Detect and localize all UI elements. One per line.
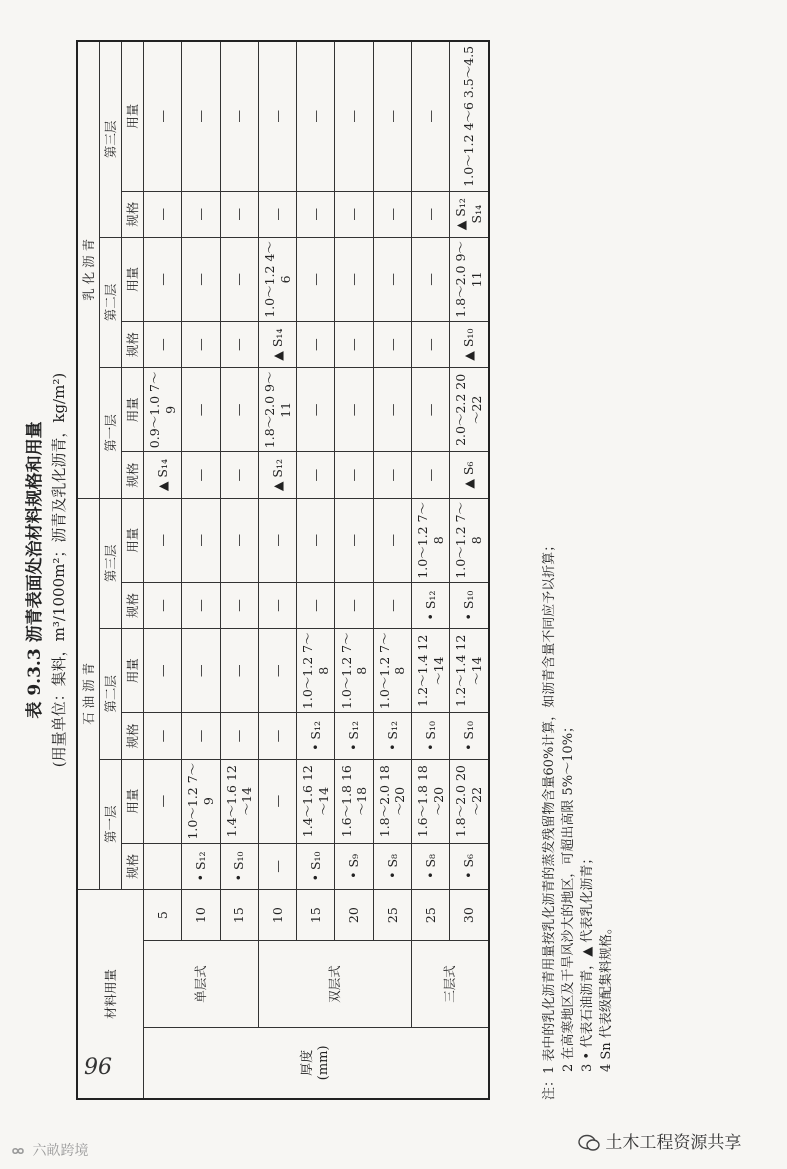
petroleum-layer1-spec: • S₆: [450, 843, 489, 889]
table-title: 表 9.3.3 沥青表面处治材料规格和用量: [25, 421, 45, 719]
emulsion-layer3-spec: —: [297, 191, 335, 237]
petroleum-layer3-spec: —: [297, 582, 335, 628]
emulsion-layer2-spec: —: [220, 322, 258, 368]
emulsion-layer1-spec: —: [412, 452, 450, 498]
note-3: 3 • 代表石油沥青，▲ 代表乳化沥青；: [580, 851, 595, 1072]
thickness-value: 25: [373, 890, 411, 941]
header-e-layer2: 第二层: [100, 237, 122, 367]
emulsion-layer1-amount: 0.9～1.0 7～9: [144, 368, 182, 452]
thickness-value: 5: [144, 890, 182, 941]
emulsion-layer2-amount: —: [297, 237, 335, 321]
emulsion-layer1-amount: —: [412, 368, 450, 452]
table-body: [144, 41, 489, 1099]
infinity-logo-icon: [8, 1145, 28, 1157]
table-row: [144, 41, 182, 1099]
thickness-value: 30: [450, 890, 489, 941]
header-p-layer3: 第三层: [100, 498, 122, 628]
emulsion-layer2-amount: 1.0～1.2 4～6: [258, 237, 296, 321]
header-spec: 规格: [122, 582, 144, 628]
page-number: 96: [84, 1055, 112, 1080]
emulsion-layer1-amount: 1.8～2.0 9～11: [258, 368, 296, 452]
header-amount: 用量: [122, 759, 144, 843]
thickness-value: 15: [220, 890, 258, 941]
petroleum-layer1-amount: 1.6～1.8 16～18: [335, 759, 373, 843]
emulsion-layer2-spec: —: [144, 322, 182, 368]
petroleum-layer3-spec: —: [258, 582, 296, 628]
emulsion-layer3-amount: —: [412, 41, 450, 191]
emulsion-layer3-amount: —: [297, 41, 335, 191]
emulsion-layer3-spec: ▲ S₁₂ S₁₄: [450, 191, 489, 237]
petroleum-layer1-spec: • S₁₀: [297, 843, 335, 889]
emulsion-layer2-spec: ▲ S₁₀: [450, 322, 489, 368]
thickness-label: [144, 1027, 489, 1099]
header-p-layer2: 第二层: [100, 629, 122, 759]
watermark-left-text: 六畝跨境: [32, 1143, 89, 1159]
petroleum-layer1-amount: 1.4～1.6 12～14: [297, 759, 335, 843]
petroleum-layer3-amount: —: [335, 498, 373, 582]
emulsion-layer1-amount: —: [335, 368, 373, 452]
emulsion-layer1-spec: ▲ S₆: [450, 452, 489, 498]
emulsion-layer3-spec: —: [182, 191, 220, 237]
petroleum-layer1-spec: [144, 843, 182, 889]
thickness-value: 20: [335, 890, 373, 941]
petroleum-layer2-spec: —: [144, 713, 182, 759]
petroleum-layer2-spec: • S₁₀: [412, 713, 450, 759]
petroleum-layer2-amount: —: [258, 629, 296, 713]
table-row: [335, 41, 373, 1099]
materials-table: [76, 40, 490, 1100]
header-e-layer3: 第三层: [100, 41, 122, 237]
emulsion-layer3-amount: —: [335, 41, 373, 191]
watermark-right: [578, 1128, 741, 1153]
petroleum-layer2-amount: —: [144, 629, 182, 713]
emulsion-layer3-amount: —: [373, 41, 411, 191]
emulsion-layer2-spec: —: [335, 322, 373, 368]
layer-type-label: 单层式: [144, 941, 259, 1027]
header-spec: 规格: [122, 452, 144, 498]
thickness-value: 10: [182, 890, 220, 941]
petroleum-layer1-amount: 1.0～1.2 7～9: [182, 759, 220, 843]
note-1: 注：1 表中的乳化沥青用量按乳化沥青的蒸发残留物含量60%计算，如沥青含量不同应予以折算；: [542, 538, 557, 1100]
petroleum-layer1-spec: • S₉: [335, 843, 373, 889]
emulsion-layer2-spec: —: [297, 322, 335, 368]
emulsion-layer2-amount: 1.8～2.0 9～11: [450, 237, 489, 321]
emulsion-layer1-spec: ▲ S₁₄: [144, 452, 182, 498]
petroleum-layer3-amount: —: [258, 498, 296, 582]
petroleum-layer3-amount: —: [373, 498, 411, 582]
petroleum-layer3-spec: —: [373, 582, 411, 628]
layer-type-label: 三层式: [412, 941, 489, 1027]
thickness-unit: (mm): [315, 1045, 331, 1081]
note-4: 4 Sn 代表级配集料规格。: [599, 921, 614, 1072]
petroleum-layer3-spec: —: [220, 582, 258, 628]
emulsion-layer1-spec: —: [182, 452, 220, 498]
table-row: [412, 41, 450, 1099]
header-amount: 用量: [122, 237, 144, 321]
emulsion-layer2-amount: —: [144, 237, 182, 321]
thickness-value: 10: [258, 890, 296, 941]
emulsion-layer2-amount: —: [220, 237, 258, 321]
petroleum-layer2-amount: 1.0～1.2 7～8: [335, 629, 373, 713]
petroleum-layer1-amount: —: [258, 759, 296, 843]
petroleum-layer1-amount: —: [144, 759, 182, 843]
table-row: [220, 41, 258, 1099]
petroleum-layer3-amount: —: [144, 498, 182, 582]
header-amount: 用量: [122, 41, 144, 191]
emulsion-layer1-spec: —: [373, 452, 411, 498]
emulsion-layer3-amount: —: [182, 41, 220, 191]
emulsion-layer2-spec: —: [182, 322, 220, 368]
table-row: [297, 41, 335, 1099]
emulsion-layer1-amount: 2.0～2.2 20～22: [450, 368, 489, 452]
header-spec: 规格: [122, 322, 144, 368]
petroleum-layer2-amount: 1.0～1.2 7～8: [297, 629, 335, 713]
table-row: [182, 41, 220, 1099]
emulsion-layer1-spec: —: [297, 452, 335, 498]
note-2: 2 在高寒地区及干旱风沙大的地区，可超出高限 5%～10%；: [561, 719, 576, 1072]
petroleum-layer2-spec: • S₁₀: [450, 713, 489, 759]
petroleum-layer2-spec: • S₁₂: [297, 713, 335, 759]
header-emulsion: 乳 化 沥 青: [77, 41, 100, 498]
petroleum-layer1-amount: 1.4～1.6 12～14: [220, 759, 258, 843]
emulsion-layer2-spec: ▲ S₁₄: [258, 322, 296, 368]
petroleum-layer2-amount: —: [182, 629, 220, 713]
table-notes: [540, 40, 616, 1100]
petroleum-layer3-amount: 1.0～1.2 7～8: [450, 498, 489, 582]
wechat-icon: [578, 1134, 600, 1152]
table-row: [258, 41, 296, 1099]
emulsion-layer1-amount: —: [220, 368, 258, 452]
table-subtitle: (用量单位：集料，m³/1000m²；沥青及乳化沥青，kg/m²): [50, 372, 68, 768]
header-amount: 用量: [122, 629, 144, 713]
petroleum-layer1-amount: 1.8～2.0 18～20: [373, 759, 411, 843]
layer-type-label: 双层式: [258, 941, 411, 1027]
petroleum-layer3-amount: —: [297, 498, 335, 582]
emulsion-layer2-amount: —: [182, 237, 220, 321]
petroleum-layer2-spec: • S₁₂: [335, 713, 373, 759]
emulsion-layer1-spec: —: [220, 452, 258, 498]
header-spec: 规格: [122, 191, 144, 237]
petroleum-layer3-spec: • S₁₂: [412, 582, 450, 628]
petroleum-layer1-spec: • S₈: [373, 843, 411, 889]
thickness-value: 25: [412, 890, 450, 941]
emulsion-layer3-spec: —: [220, 191, 258, 237]
header-amount: 用量: [122, 368, 144, 452]
emulsion-layer2-amount: —: [412, 237, 450, 321]
emulsion-layer1-spec: —: [335, 452, 373, 498]
emulsion-layer3-amount: —: [258, 41, 296, 191]
petroleum-layer3-spec: —: [335, 582, 373, 628]
watermark-left: [8, 1140, 88, 1160]
petroleum-layer2-amount: 1.2～1.4 12～14: [412, 629, 450, 713]
petroleum-layer2-amount: 1.0～1.2 7～8: [373, 629, 411, 713]
emulsion-layer1-spec: ▲ S₁₂: [258, 452, 296, 498]
emulsion-layer3-amount: —: [220, 41, 258, 191]
emulsion-layer3-spec: —: [258, 191, 296, 237]
petroleum-layer3-spec: —: [144, 582, 182, 628]
header-e-layer1: 第一层: [100, 368, 122, 498]
petroleum-layer3-spec: • S₁₀: [450, 582, 489, 628]
emulsion-layer2-spec: —: [373, 322, 411, 368]
emulsion-layer1-amount: —: [182, 368, 220, 452]
table-row: [373, 41, 411, 1099]
emulsion-layer3-spec: —: [373, 191, 411, 237]
petroleum-layer3-amount: —: [220, 498, 258, 582]
watermark-right-text: 土木工程资源共享: [605, 1133, 742, 1153]
petroleum-layer1-spec: —: [258, 843, 296, 889]
header-petroleum: 石 油 沥 青: [77, 498, 100, 889]
petroleum-layer2-amount: 1.2～1.4 12～14: [450, 629, 489, 713]
petroleum-layer3-amount: —: [182, 498, 220, 582]
petroleum-layer2-amount: —: [220, 629, 258, 713]
petroleum-layer3-amount: 1.0～1.2 7～8: [412, 498, 450, 582]
table-row: [450, 41, 489, 1099]
petroleum-layer1-spec: • S₁₀: [220, 843, 258, 889]
petroleum-layer1-amount: 1.8～2.0 20～22: [450, 759, 489, 843]
emulsion-layer3-amount: —: [144, 41, 182, 191]
petroleum-layer1-amount: 1.6～1.8 18～20: [412, 759, 450, 843]
header-spec: 规格: [122, 713, 144, 759]
header-material: 材料用量: [77, 890, 144, 1100]
emulsion-layer2-amount: —: [373, 237, 411, 321]
header-spec: 规格: [122, 843, 144, 889]
petroleum-layer2-spec: —: [258, 713, 296, 759]
petroleum-layer2-spec: —: [182, 713, 220, 759]
emulsion-layer3-spec: —: [412, 191, 450, 237]
petroleum-layer2-spec: —: [220, 713, 258, 759]
emulsion-layer3-spec: —: [335, 191, 373, 237]
rotated-content: [20, 40, 740, 1100]
emulsion-layer3-spec: —: [144, 191, 182, 237]
petroleum-layer1-spec: • S₁₂: [182, 843, 220, 889]
emulsion-layer2-amount: —: [335, 237, 373, 321]
thickness-text: 厚度: [299, 1049, 315, 1076]
header-amount: 用量: [122, 498, 144, 582]
emulsion-layer1-amount: —: [297, 368, 335, 452]
emulsion-layer1-amount: —: [373, 368, 411, 452]
petroleum-layer2-spec: • S₁₂: [373, 713, 411, 759]
thickness-value: 15: [297, 890, 335, 941]
petroleum-layer3-spec: —: [182, 582, 220, 628]
petroleum-layer1-spec: • S₈: [412, 843, 450, 889]
emulsion-layer2-spec: —: [412, 322, 450, 368]
header-p-layer1: 第一层: [100, 759, 122, 889]
emulsion-layer3-amount: 1.0～1.2 4～6 3.5～4.5: [450, 41, 489, 191]
